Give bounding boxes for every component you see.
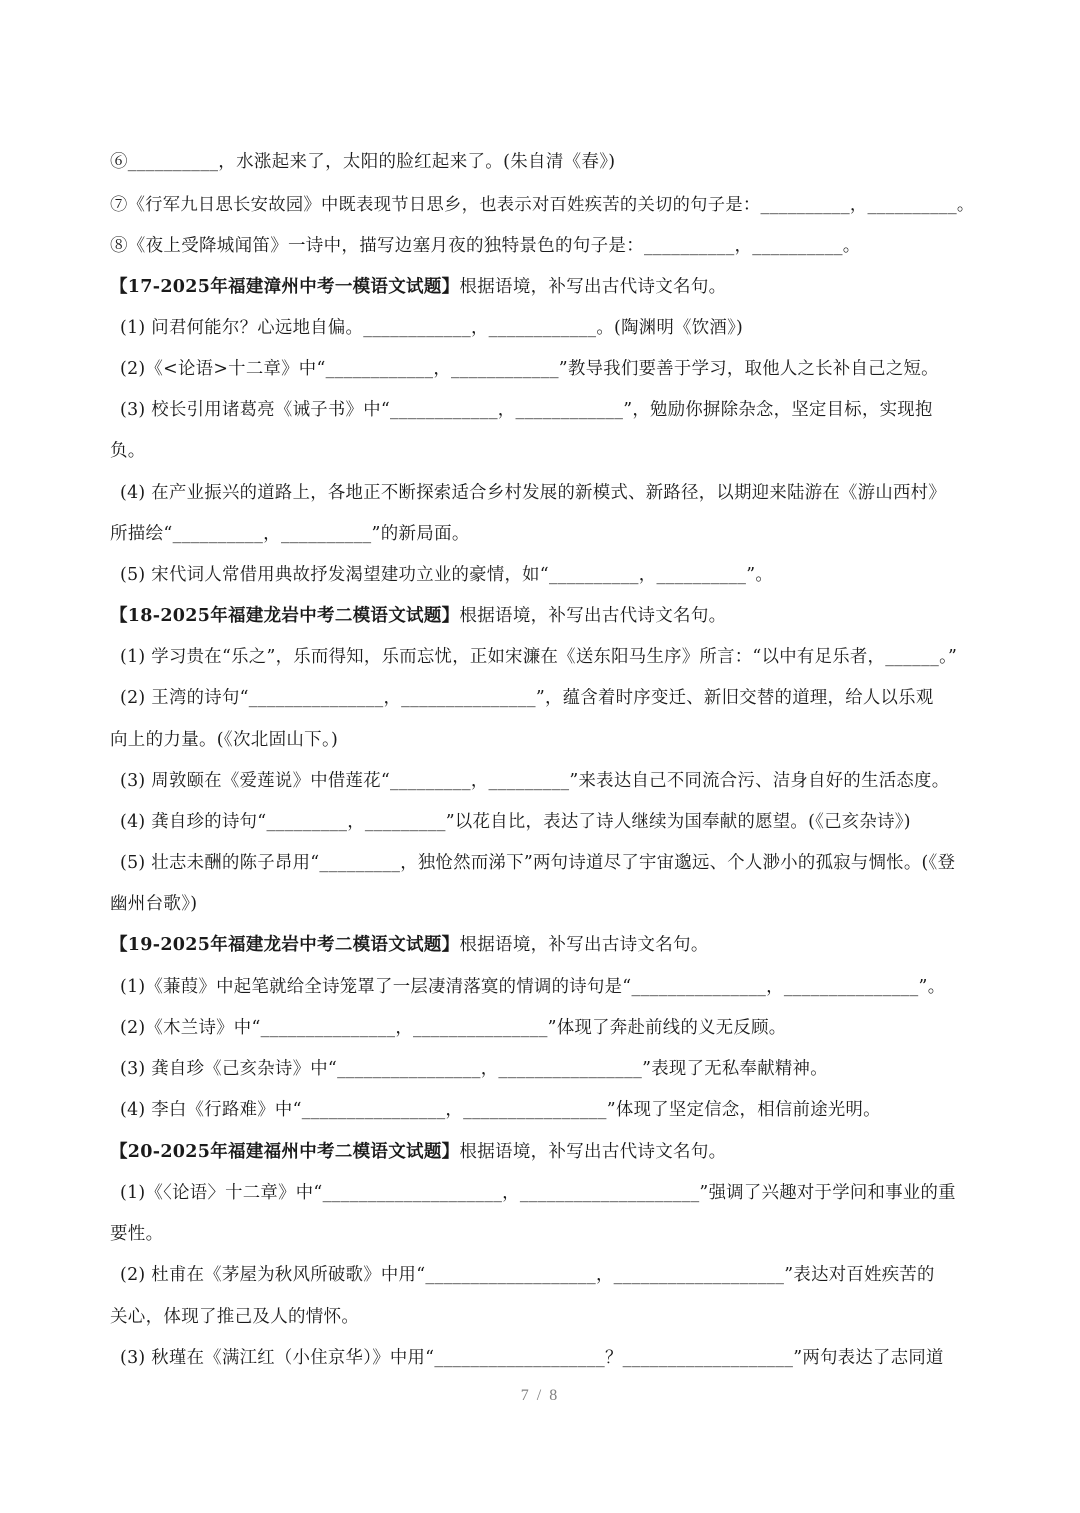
question-item: (2)《<论语>十二章》中“____________，____________”教导我们要善于学习，取他人之长补自己之短。 [120,359,939,379]
question-item: (4) 李白《行路难》中“________________，________________”体现了坚定信念，相信前途光明。 [120,1100,881,1120]
text-line: 负。 [110,441,146,461]
text-line: ⑥__________，水涨起来了，太阳的脸红起来了。(朱自清《春》) [110,152,616,172]
question-item: (1) 问君何能尔？心远地自偏。____________，____________。(陶渊明《饮酒》) [120,318,744,338]
question-item: (1)《蒹葭》中起笔就给全诗笼罩了一层凄清落寞的情调的诗句是“_______________，_______________”。 [120,977,946,997]
section-heading: 【19-2025年福建龙岩中考二模语文试题】根据语境，补写出古诗文名句。 [110,935,709,955]
text-line: 幽州台歌》) [110,894,198,914]
question-item: (3) 秋瑾在《满江红（小住京华）》中用“___________________？___________________”两句表达了志同道 [120,1348,944,1368]
question-item: (4) 龚自珍的诗句“_________，_________”以花自比，表达了诗人继续为国奉献的愿望。(《己亥杂诗》) [120,812,911,832]
question-item: (3) 校长引用诸葛亮《诫子书》中“____________，____________”，勉励你摒除杂念，坚定目标，实现抱 [120,400,933,420]
question-item: (1)《〈论语〉十二章》中“____________________，____________________”强调了兴趣对于学问和事业的重 [120,1183,956,1203]
text-line: 所描绘“__________，__________”的新局面。 [110,524,470,544]
text-line: ⑦《行军九日思长安故园》中既表现节日思乡，也表示对百姓疾苦的关切的句子是：__________，__________。 [110,195,975,215]
question-item: (2) 王湾的诗句“_______________，_______________”，蕴含着时序变迁、新旧交替的道理，给人以乐观 [120,688,934,708]
page-number: 7 / 8 [520,1387,560,1404]
section-heading: 【17-2025年福建漳州中考一模语文试题】根据语境，补写出古代诗文名句。 [110,277,727,297]
section-heading: 【20-2025年福建福州中考二模语文试题】根据语境，补写出古代诗文名句。 [110,1142,727,1162]
text-line: 向上的力量。(《次北固山下。) [110,730,339,750]
question-item: (1) 学习贵在“乐之”，乐而得知，乐而忘忧，正如宋濂在《送东阳马生序》所言：“以中有足乐者，______。” [120,647,958,667]
text-line: ⑧《夜上受降城闻笛》一诗中，描写边塞月夜的独特景色的句子是：__________，__________。 [110,236,861,256]
question-item: (3) 周敦颐在《爱莲说》中借莲花“_________，_________”来表达自己不同流合污、洁身自好的生活态度。 [120,771,950,791]
question-item: (4) 在产业振兴的道路上，各地正不断探索适合乡村发展的新模式、新路径，以期迎来陆游在《游山西村》 [120,483,946,503]
question-item: (3) 龚自珍《己亥杂诗》中“________________，________________”表现了无私奉献精神。 [120,1059,828,1079]
question-item: (2)《木兰诗》中“_______________，_______________”体现了奔赴前线的义无反顾。 [120,1018,787,1038]
question-item: (5) 宋代词人常借用典故抒发渴望建功立业的豪情，如“__________，__________”。 [120,565,774,585]
question-item: (2) 杜甫在《茅屋为秋风所破歌》中用“___________________，___________________”表达对百姓疾苦的 [120,1265,935,1285]
text-line: 要性。 [110,1224,164,1244]
section-heading: 【18-2025年福建龙岩中考二模语文试题】根据语境，补写出古代诗文名句。 [110,606,727,626]
question-item: (5) 壮志未酬的陈子昂用“_________，独怆然而涕下”两句诗道尽了宇宙邈远、个人渺小的孤寂与惆怅。(《登 [120,853,956,873]
text-line: 关心，体现了推己及人的情怀。 [110,1307,360,1327]
